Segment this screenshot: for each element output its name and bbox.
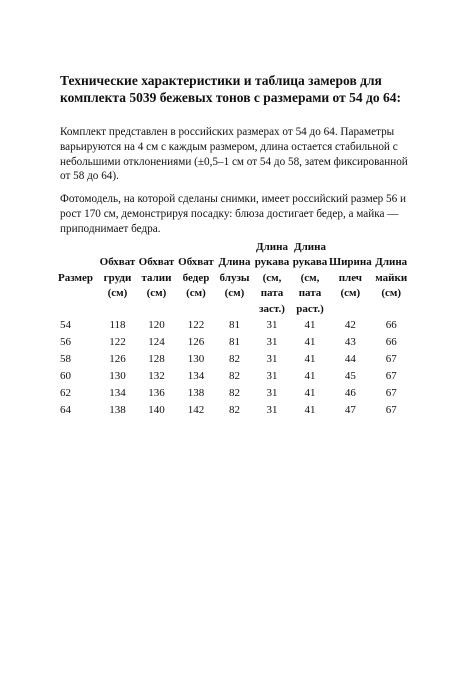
table-cell: 31	[266, 403, 278, 416]
table-cell: 132	[148, 369, 165, 382]
header-top-length: Длина майки (см)	[375, 256, 408, 300]
table-cell: 82	[229, 386, 240, 399]
header-hips: Обхват бедер (см)	[178, 256, 214, 300]
table-cell: 47	[344, 403, 356, 416]
header-shoulder-width: Ширина плеч (см)	[329, 256, 372, 300]
table-cell: 31	[266, 369, 278, 382]
table-cell: 118	[109, 318, 126, 331]
table-row	[58, 317, 411, 334]
table-row	[58, 351, 411, 368]
header-size: Размер	[58, 271, 93, 284]
table-cell: 41	[304, 335, 316, 348]
table-cell: 31	[266, 386, 278, 399]
table-cell: 138	[187, 386, 205, 399]
table-cell: 67	[385, 352, 397, 365]
table-cell: 81	[229, 335, 240, 348]
model-paragraph: Фотомодель, на которой сделаны снимки, имеет российский размер 56 и рост 170 см, демонстрируя посадку: блюза достигает бедер, а майка — приподнимает бедра.	[60, 193, 407, 235]
table-cell: 130	[187, 352, 205, 365]
header-waist: Обхват талии (см)	[138, 256, 175, 300]
table-cell: 56	[60, 335, 71, 348]
table-cell: 82	[229, 352, 240, 365]
table-cell: 67	[385, 403, 397, 416]
table-cell: 31	[266, 352, 278, 365]
table-cell: 122	[109, 335, 126, 348]
table-cell: 82	[229, 403, 240, 416]
table-cell: 64	[60, 403, 71, 416]
table-cell: 42	[344, 318, 356, 331]
table-cell: 134	[109, 386, 126, 399]
table-cell: 41	[304, 318, 316, 331]
table-cell: 142	[187, 403, 205, 416]
table-cell: 81	[229, 318, 240, 331]
table-cell: 31	[266, 335, 278, 348]
table-cell: 67	[385, 369, 397, 382]
table-cell: 126	[109, 352, 126, 365]
table-row	[58, 334, 411, 351]
table-cell: 41	[304, 352, 316, 365]
table-cell: 136	[148, 386, 165, 399]
intro-paragraph: Комплект представлен в российских размерах от 54 до 64. Параметры варьируются на 4 см с каждым размером, длина остается стабильной с небольшими отклонениями (±0,5–1 см от 54 до 58, затем фиксированной от 58 до 64).	[60, 126, 408, 183]
table-cell: 66	[385, 335, 397, 348]
table-cell: 46	[344, 386, 356, 399]
table-cell: 41	[304, 403, 316, 416]
table-cell: 43	[344, 335, 356, 348]
table-row	[58, 385, 411, 402]
table-cell: 62	[60, 386, 71, 399]
table-cell: 45	[344, 369, 356, 382]
table-cell: 67	[385, 386, 397, 399]
table-cell: 130	[109, 369, 126, 382]
header-sleeve-length-open: Длина рукава (см, пата раст.)	[292, 241, 328, 315]
table-cell: 128	[148, 352, 165, 365]
header-chest: Обхват груди (см)	[99, 256, 136, 300]
table-row	[58, 402, 411, 419]
header-sleeve-length-closed: Длина рукава (см, пата заст.)	[254, 241, 290, 315]
document-title: Технические характеристики и таблица замеров для комплекта 5039 бежевых тонов с размерами от 54 до 64:	[60, 73, 401, 105]
table-cell: 54	[60, 318, 71, 331]
size-table	[58, 240, 411, 419]
table-row	[58, 368, 411, 385]
table-cell: 58	[60, 352, 71, 365]
table-cell: 41	[304, 386, 316, 399]
table-cell: 41	[304, 369, 316, 382]
table-cell: 122	[187, 318, 205, 331]
table-cell: 134	[187, 369, 205, 382]
table-header-row	[58, 240, 411, 317]
table-cell: 82	[229, 369, 240, 382]
table-cell: 44	[344, 352, 356, 365]
table-body	[58, 317, 411, 419]
table-cell: 124	[148, 335, 165, 348]
table-cell: 140	[148, 403, 165, 416]
table-cell: 138	[109, 403, 126, 416]
table-cell: 120	[148, 318, 165, 331]
table-cell: 31	[266, 318, 278, 331]
table-cell: 66	[385, 318, 397, 331]
table-cell: 60	[60, 369, 71, 382]
header-blouse-length: Длина блузы (см)	[218, 256, 251, 300]
table-cell: 126	[187, 335, 205, 348]
